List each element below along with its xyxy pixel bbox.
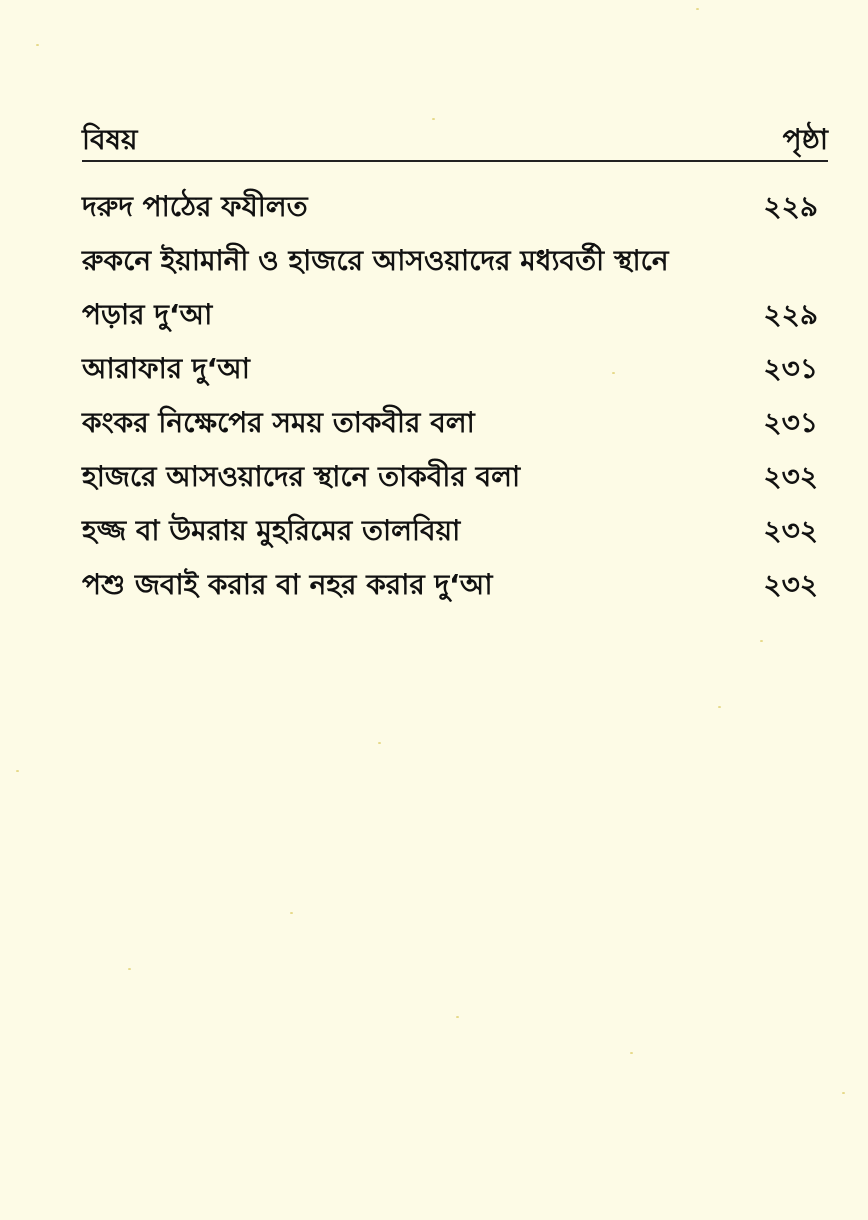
paper-speck [128,968,131,970]
subject-column-heading: বিষয় [82,123,138,156]
toc-entry-title: দরুদ পাঠের ফযীলত [82,190,308,223]
toc-entry-page: ২৩২ [763,568,818,601]
toc-entry-page: ২৩২ [763,460,818,493]
toc-entry [82,450,828,504]
toc-entry-title: পশু জবাই করার বা নহর করার দু‘আ [82,568,493,601]
toc-entry-title: আরাফার দু‘আ [82,352,250,385]
toc-entry-title: হাজরে আসওয়াদের স্থানে তাকবীর বলা [82,460,521,493]
page-column-heading: পৃষ্ঠা [782,123,828,156]
paper-speck [630,1052,633,1054]
paper-speck [612,372,615,374]
toc-header [82,112,828,162]
paper-speck [16,770,19,772]
toc-entry-page: ২৩১ [763,352,818,385]
paper-speck [290,912,293,914]
toc-entry [82,342,828,396]
table-of-contents [82,180,828,612]
toc-entry-title: পড়ার দু‘আ [82,298,213,331]
paper-speck [718,706,721,708]
toc-entry-page: ২২৯ [763,298,818,331]
toc-entry-title: হজ্জ বা উমরায় মুহরিমের তালবিয়া [82,514,461,547]
toc-entry-title: কংকর নিক্ষেপের সময় তাকবীর বলা [82,406,475,439]
toc-entry-title: রুকনে ইয়ামানী ও হাজরে আসওয়াদের মধ্যবর্তী স্থানে [82,244,669,277]
toc-entry [82,504,828,558]
paper-speck [456,1016,459,1018]
toc-entry-page: ২৩২ [763,514,818,547]
paper-speck [378,742,381,744]
paper-speck [842,1092,845,1094]
toc-entry-page: ২২৯ [763,190,818,223]
header-divider [82,160,828,162]
toc-entry [82,396,828,450]
paper-speck [696,8,699,10]
toc-entry [82,180,828,234]
toc-entry [82,288,828,342]
toc-entry [82,234,828,288]
paper-speck [432,118,435,120]
paper-speck [36,44,39,46]
toc-entry [82,558,828,612]
paper-speck [760,640,763,642]
toc-entry-page: ২৩১ [763,406,818,439]
